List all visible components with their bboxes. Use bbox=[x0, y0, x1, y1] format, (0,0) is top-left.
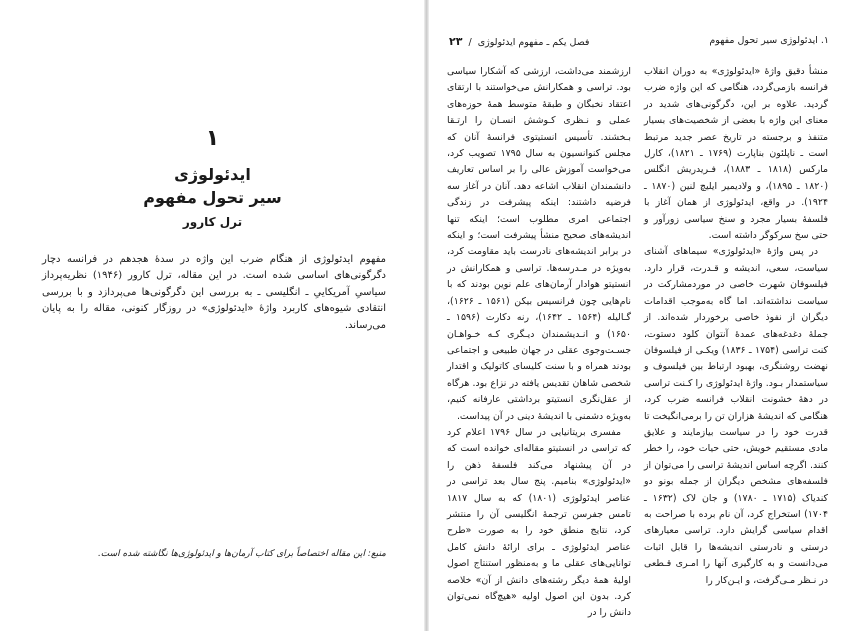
paragraph: در پس واژهٔ «ایدئولوژی» سیماهای آشنای سیاست، سعی، اندیشه و قـدرت، قرار دارد. فیلسوفان شهرت خاصی در موردمشارکت در سیاست نداشته‌اند. اما گاه به‌موجب اقدامات دیگران از نفوذ خاصی برخوردار شده‌اند. از جملهٔ دغدغه‌های عمدهٔ آنتوان کلود دستوت، کنت تراسی (۱۷۵۴ ـ ۱۸۳۶) ویکـی از فیلسوفان نهضت روشنگری، بهبود ارتباط بین فیلسوف و سیاستمدار بـود. واژهٔ ایدئولوژی را کـنت تراسی در دههٔ خشونت انقلاب فرانسه ضرب کرد، هنگامی که اندیشهٔ هزاران تن را برمی‌انگیخت تا قدرت خود را در سیاست بیازمایند و علایق مادی مستقیم خویش، حتی حیات خود، را خطر کنند. اگرچه اساس اندیشهٔ تراسی را می‌توان از فلسفه‌های مشخص دیگران از جمله بونو دو کندیاک (۱۷۱۵ ـ ۱۷۸۰) و جان لاک (۱۶۳۲ ـ ۱۷۰۴) استخراج کرد، آن نام برده با صراحت به اقدام سیاسی گرایش دارد. تراسی معیارهای درستی و نادرستی اندیشه‌ها را قابل اثبات می‌دانست و به کارگیری آنها را امـری قـطعی در نـظر مـی‌گرفت، و ایـن‌کار را bbox=[644, 246, 828, 586]
left-page bbox=[0, 0, 425, 631]
page-number: ۲۳ bbox=[449, 35, 463, 48]
running-header bbox=[449, 35, 829, 49]
running-header-left: فصل یکم ـ مفهوم ایدئولوژی / ۲۳ bbox=[449, 35, 590, 48]
running-header-chapter: فصل یکم ـ مفهوم ایدئولوژی bbox=[477, 37, 590, 48]
right-page bbox=[429, 0, 855, 631]
paragraph: منشأ دقیق واژهٔ «ایدئولوژی» به دوران انقلاب فرانسه بازمی‌گردد، هنگامی که این واژه ضرب گردید. علاوه بر این، دگرگونی‌های شدید در معنای این واژه با بعضی از شخصیت‌های بسیار متنفذ و برجسته در تاریخ عصر جدید مرتبط است ـ ناپلئون بناپارت (۱۷۶۹ ـ ۱۸۲۱)، کارل مارکس (۱۸۱۸ ـ ۱۸۸۳)، فـریدریش انگلس (۱۸۲۰ ـ ۱۸۹۵)، و ولادیمیر ایلیچ لنین (۱۸۷۰ ـ ۱۹۲۴). در واقع، ایدئولوژی از همان آغاز با فلسفهٔ بسیار مجرد و سنخ سیاسی زورآور و حتی سخ سرکوگر داشته است. bbox=[644, 66, 829, 242]
paragraph: ارزشمند می‌داشت، ارزشی که آشکارا سیاسی بود. تراسی و همکارانش می‌خواستند با ارتقای اعتقاد نخبگان و طبقهٔ متوسط همهٔ حوزه‌های عملی و نـظری کـوشش انسـان را ارتـقا بـخشند. تأسیس انستیتوی فرانسهٔ آنان که مجلس کنوانسیون به سال ۱۷۹۵ تصویب کرد، می‌خواست آموزش عالی را بر اساس تعاریف دانشمندان انقلاب اشاعه دهد. آنان در آغاز سه فرضیه داشتند: اینکه پیشرفت در زندگی اجتماعی امری مطلوب است؛ اینکه تنها اندیشه‌های صحیح منشأ پیشرفت است؛ و اینکه در برابر اندیشه‌های نادرست باید مقاومت کرد، به‌ویژه در مـدرسه‌ها. تراسی و همکارانش در انستیتو هوادار آرمان‌های علم نوین بودند که با نام‌هایی چون فرانسیس بیکن (۱۵۶۱ ـ ۱۶۲۶)، گـالیله (۱۵۶۴ ـ ۱۶۴۲)، رنه دکارت (۱۵۹۶ ـ ۱۶۵۰) و انـدیشمندان دیـگری کـه خـواهـان جسـت‌وجوی عقلی در جهان طبیعی و اجتماعی بودند همراه و با سنت کلیسای کاتولیک و اقتدار شخصی شاهان تقدیس یافته در نزاع بود. هرگاه از عقل‌نگری انستیتو برداشتی عارفانه کنیم، به‌ویژه دشمنی با اندیشهٔ دینی در آن پیداست. bbox=[447, 66, 631, 422]
running-header-right: ۱. ایدئولوژی سیر تحول مفهوم bbox=[709, 35, 829, 46]
text-column-right bbox=[644, 64, 828, 589]
text-column-left bbox=[447, 64, 631, 622]
chapter-title: ایدئولوژی bbox=[174, 165, 251, 184]
chapter-subtitle: سیر تحول مفهوم bbox=[143, 188, 282, 207]
source-footnote: منبع: این مقاله اختصاصاً برای کتاب آرمان‌ها و ایدئولوژی‌ها نگاشته شده است. bbox=[97, 549, 386, 559]
chapter-abstract: مفهوم ایدئولوژی از هنگام ضرب این واژه در سدهٔ هجدهم در فرانسه دچار دگرگونی‌های اساسی شده است. در این مقاله، ترل کارور (۱۹۴۶) نظریه‌پرداز سیاسیِ آمریکاییِ ـ انگلیسی ـ به بررسی این دگرگونی‌ها می‌پردازد و با بررسی انتقادی شیوه‌های کاربرد واژهٔ «ایدئولوژی» در روزگار کنونی، مقاله را به پایان می‌رساند. bbox=[42, 254, 387, 331]
chapter-author: ترل کارور bbox=[182, 215, 243, 229]
chapter-number: ۱ bbox=[205, 126, 220, 151]
paragraph: مفسری بریتانیایی در سال ۱۷۹۶ اعلام کرد که تراسی در انستیتو مقاله‌ای خوانده است که در آن پیشنهاد می‌کند فلسفهٔ ذهن را «ایدئولوژی» بنامیم. پنج سال بعد تراسی در عناصر ایدئولوژی (۱۸۰۱) که به سال ۱۸۱۷ تامس جفرسن ترجمهٔ انگلیسی آن را منتشر کرد، نتایج منطق خود را به صورت «طرح عناصر ایدئولوژی ـ برای ارائهٔ دانش کامل توانایی‌های عقلی ما و به‌منظور استنتاج اصول اولیهٔ همهٔ دیگر رشته‌های دانش از آن» خلاصه کرد. بدون این اصول اولیه «هیچ‌گاه نمی‌توان دانش را در bbox=[447, 426, 631, 619]
